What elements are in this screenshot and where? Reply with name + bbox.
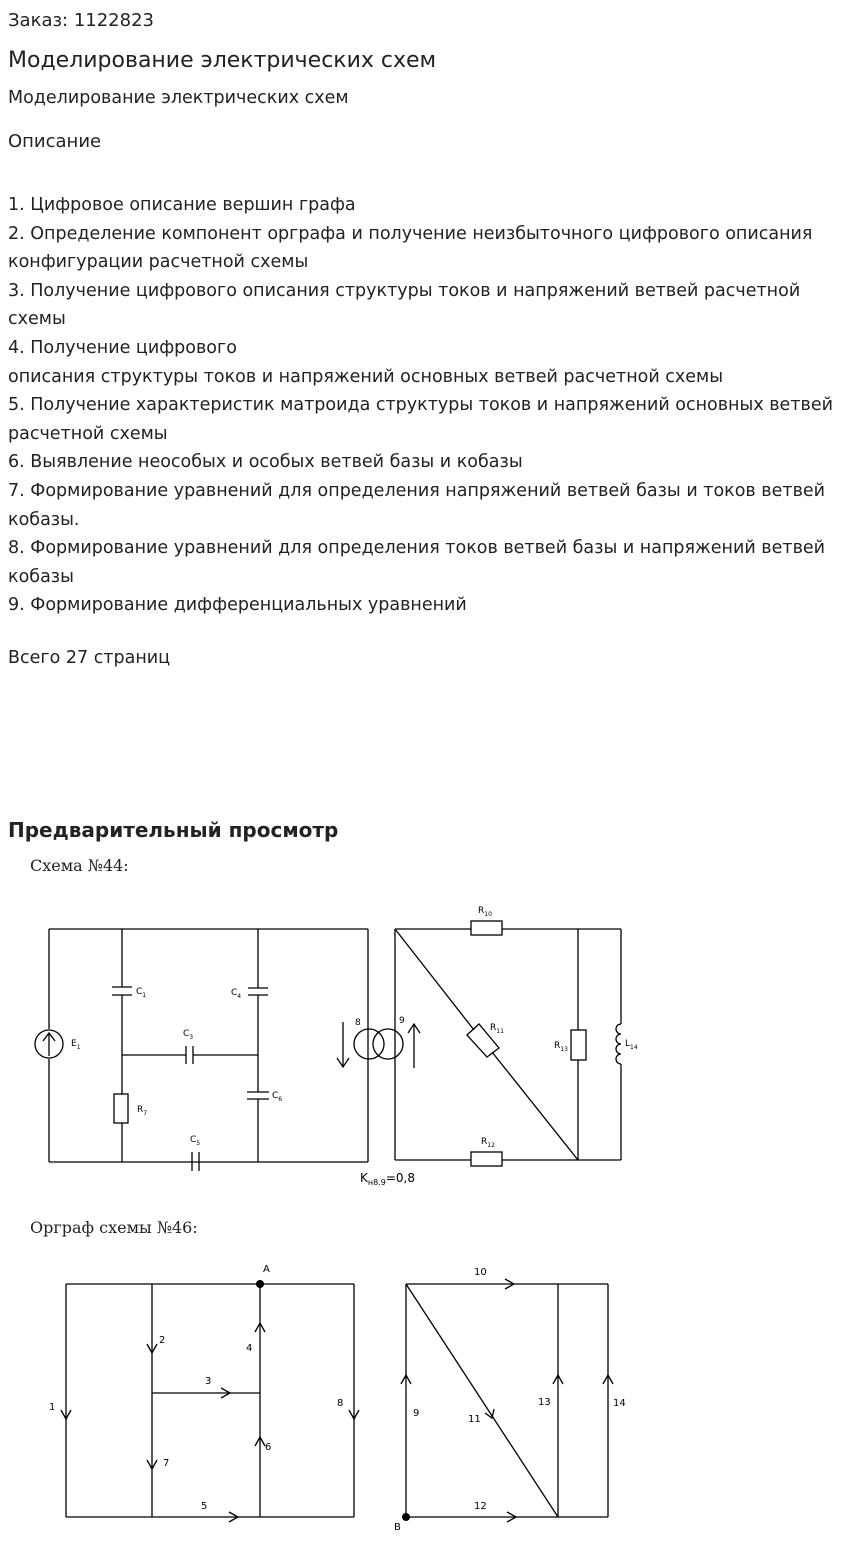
label-e1-sub: 1	[76, 1044, 81, 1051]
label-l14-sub: 14	[630, 1044, 638, 1051]
label-c4: C	[231, 988, 238, 998]
graph-branch-1: 1	[49, 1402, 56, 1413]
svg-text:C3	[183, 1029, 193, 1041]
digraph-scheme	[0, 1255, 847, 1550]
description-item: 5. Получение характеристик матроида структуры токов и напряжений основных ветвей расчетной схемы	[8, 395, 833, 444]
page-subtitle: Моделирование электрических схем	[8, 88, 349, 108]
svg-text:R12	[481, 1137, 495, 1149]
graph-node-a: A	[263, 1264, 270, 1275]
order-number: Заказ: 1122823	[8, 10, 154, 31]
svg-text:Kн8.9=0,8	[360, 1171, 415, 1187]
label-r12-sub: 12	[487, 1142, 495, 1149]
description-item: 8. Формирование уравнений для определения токов ветвей базы и напряжений ветвей кобазы	[8, 538, 826, 587]
svg-text:C6	[272, 1091, 282, 1103]
label-r10-sub: 10	[484, 911, 492, 918]
label-c3-sub: 3	[189, 1034, 194, 1041]
preview-heading: Предварительный просмотр	[8, 818, 339, 842]
svg-text:C1	[136, 987, 146, 999]
graph-label: Орграф схемы №46:	[30, 1218, 198, 1237]
graph-branch-13: 13	[538, 1397, 551, 1408]
label-c1-sub: 1	[142, 992, 147, 999]
label-r13-sub: 13	[560, 1046, 568, 1053]
graph-branch-9: 9	[413, 1408, 420, 1419]
graph-node-b: B	[394, 1522, 401, 1533]
svg-text:C5	[190, 1135, 200, 1147]
page-title: Моделирование электрических схем	[8, 48, 437, 73]
svg-text:R13	[554, 1041, 568, 1053]
label-l14: L	[625, 1039, 631, 1049]
label-node-9: 9	[399, 1016, 405, 1026]
graph-branch-12: 12	[474, 1501, 487, 1512]
label-k-value: =0,8	[385, 1171, 415, 1185]
description-item: 2. Определение компонент орграфа и получение неизбыточного цифрового описания конфигурации расчетной схемы	[8, 223, 813, 273]
svg-text:L14	[625, 1039, 638, 1051]
svg-text:R10	[478, 906, 492, 918]
scheme-label: Схема №44:	[30, 856, 129, 875]
description-list	[8, 191, 840, 620]
label-c6: C	[272, 1091, 279, 1101]
graph-branch-7: 7	[163, 1458, 170, 1469]
label-c1: C	[136, 987, 143, 997]
total-pages: Всего 27 страниц	[8, 648, 171, 668]
description-item: 4. Получение цифрового	[8, 337, 237, 358]
graph-branch-11: 11	[468, 1414, 481, 1425]
graph-branch-8: 8	[337, 1398, 344, 1409]
label-r13: R	[554, 1041, 561, 1051]
description-heading: Описание	[8, 131, 102, 152]
description-item: описания структуры токов и напряжений основных ветвей расчетной схемы	[8, 366, 724, 387]
label-r7: R	[137, 1105, 144, 1115]
label-r11: R	[490, 1023, 497, 1033]
label-r7-sub: 7	[143, 1110, 148, 1117]
label-k-sub: н8.9	[367, 1178, 386, 1187]
description-item: 1. Цифровое описание вершин графа	[8, 195, 356, 215]
description-item: 9. Формирование дифференциальных уравнений	[8, 595, 467, 616]
label-r12: R	[481, 1137, 488, 1147]
graph-branch-10: 10	[474, 1267, 487, 1278]
description-item: 6. Выявление неособых и особых ветвей базы и кобазы	[8, 452, 523, 473]
graph-branch-2: 2	[159, 1335, 166, 1346]
graph-branch-4: 4	[246, 1343, 253, 1354]
graph-branch-14: 14	[613, 1398, 626, 1409]
svg-text:C4	[231, 988, 241, 1000]
svg-text:R7	[137, 1105, 147, 1117]
label-c6-sub: 6	[278, 1096, 283, 1103]
svg-text:E1	[71, 1039, 81, 1051]
label-r10: R	[478, 906, 485, 916]
svg-text:R11	[490, 1023, 504, 1035]
description-item: 7. Формирование уравнений для определения напряжений ветвей базы и токов ветвей кобазы.	[8, 480, 826, 530]
label-r11-sub: 11	[496, 1028, 504, 1035]
circuit-scheme	[0, 895, 847, 1195]
label-c5: C	[190, 1135, 197, 1145]
label-k: K	[360, 1171, 368, 1185]
label-node-8: 8	[355, 1018, 361, 1028]
description-item: 3. Получение цифрового описания структуры токов и напряжений ветвей расчетной схемы	[8, 280, 801, 330]
label-c4-sub: 4	[237, 993, 242, 1000]
label-c3: C	[183, 1029, 190, 1039]
label-c5-sub: 5	[196, 1140, 201, 1147]
graph-branch-6: 6	[265, 1442, 272, 1453]
graph-branch-3: 3	[205, 1376, 212, 1387]
label-e1: E	[71, 1039, 77, 1049]
graph-branch-5: 5	[201, 1501, 208, 1512]
